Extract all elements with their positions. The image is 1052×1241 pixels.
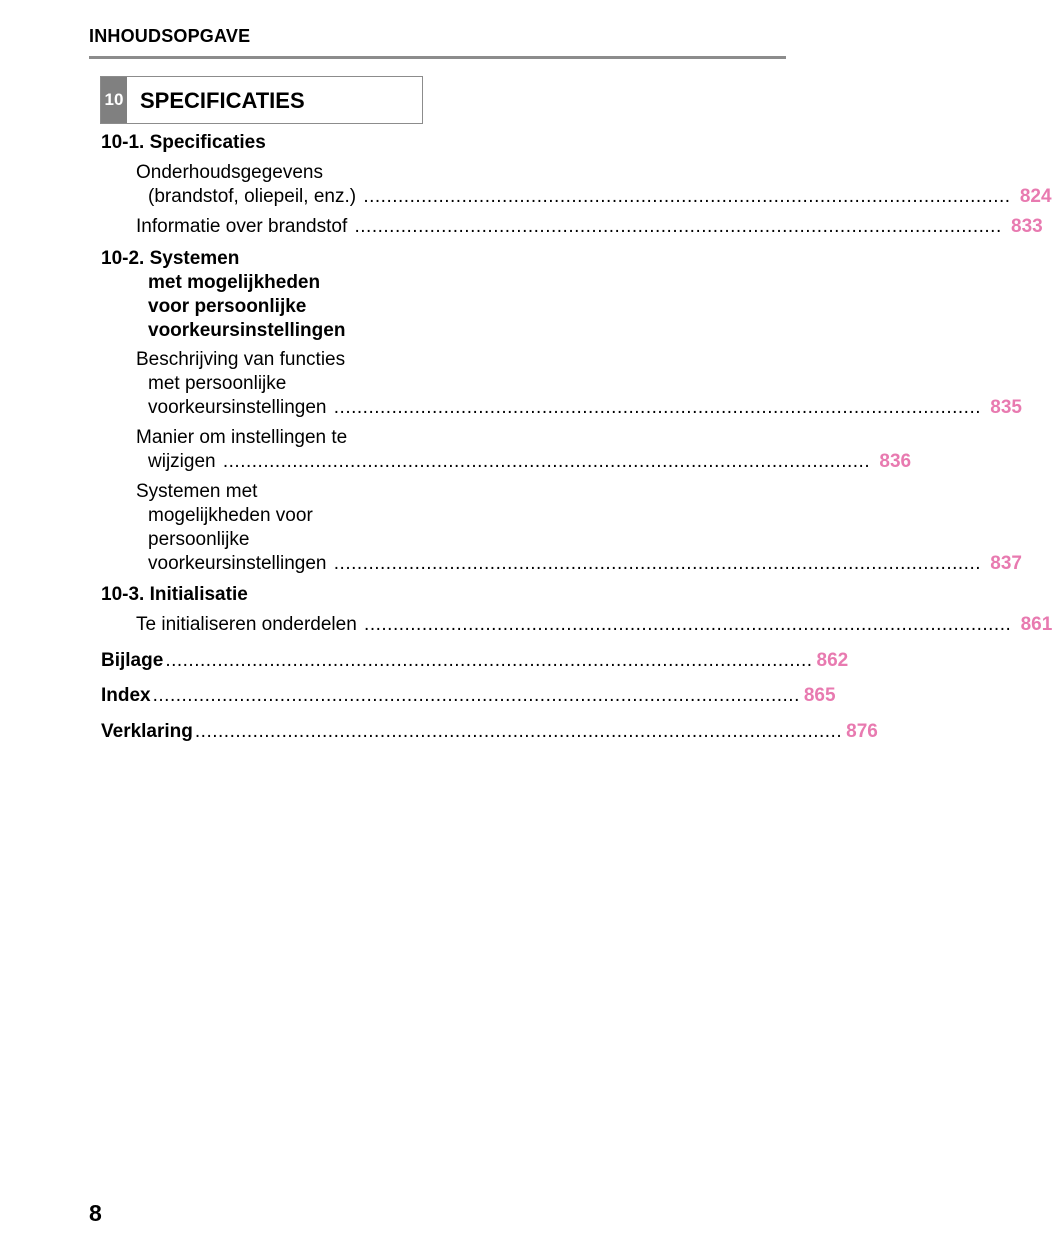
- toc-entry-line: voorkeursinstellingen: [148, 397, 327, 418]
- dot-leader: [153, 684, 800, 708]
- header-divider: [89, 56, 786, 59]
- toc-entry-systemen-met-mogelijkheden[interactable]: [136, 480, 1022, 576]
- toc-entry-te-initialiseren-onderdelen[interactable]: [136, 613, 1052, 637]
- chapter-number-tab: 10: [101, 77, 127, 123]
- section-heading-10-3[interactable]: [101, 583, 423, 607]
- section-heading-line: met mogelijkheden: [148, 272, 321, 293]
- dot-leader: [355, 216, 1002, 237]
- toc-entry-index[interactable]: [101, 684, 836, 708]
- toc-entry-bijlage[interactable]: [101, 649, 849, 673]
- toc-entry-instellingen-wijzigen[interactable]: [136, 426, 912, 474]
- dot-leader: [334, 397, 981, 418]
- page-link[interactable]: 862: [816, 650, 849, 671]
- toc-entry-line: wijzigen: [148, 451, 216, 472]
- running-header: INHOUDSOPGAVE: [89, 26, 251, 46]
- toc-entry-line: persoonlijke: [148, 529, 250, 550]
- section-heading-line: voor persoonlijke: [148, 296, 307, 317]
- toc-entry-label: Verklaring: [101, 721, 193, 742]
- section-heading-line: 10-2. Systemen: [101, 248, 240, 269]
- dot-leader: [363, 186, 1010, 207]
- toc-entry-label: Index: [101, 685, 151, 706]
- toc-entry-verklaring[interactable]: [101, 720, 878, 744]
- page-link[interactable]: 836: [879, 451, 912, 472]
- page-link[interactable]: 824: [1019, 186, 1052, 207]
- page-link[interactable]: 833: [1011, 216, 1043, 237]
- toc-entry-line: voorkeursinstellingen: [148, 553, 327, 574]
- toc-entry-line: mogelijkheden voor: [148, 505, 313, 526]
- section-heading-line: 10-3. Initialisatie: [101, 584, 248, 605]
- toc-entry-label: Bijlage: [101, 650, 164, 671]
- page-number: 8: [89, 1200, 102, 1226]
- chapter-title: SPECIFICATIES: [140, 88, 305, 113]
- section-heading-line: 10-1. Specificaties: [101, 132, 266, 153]
- toc-entry-line: Systemen met: [136, 481, 258, 502]
- toc-entry-line: Informatie over brandstof: [136, 216, 348, 237]
- dot-leader: [364, 614, 1011, 635]
- toc-entry-informatie-brandstof[interactable]: [136, 215, 1043, 239]
- page-link[interactable]: 835: [990, 397, 1022, 418]
- toc-entry-onderhoudsgegevens[interactable]: [136, 161, 1052, 209]
- dot-leader: [165, 649, 812, 673]
- toc-entry-line: met persoonlijke: [148, 373, 287, 394]
- page-link[interactable]: 876: [846, 721, 878, 742]
- section-heading-10-2[interactable]: [101, 247, 423, 343]
- dot-leader: [195, 720, 842, 744]
- dot-leader: [223, 451, 870, 472]
- toc-entry-line: Onderhoudsgegevens: [136, 162, 323, 183]
- toc-entry-line: Manier om instellingen te: [136, 427, 348, 448]
- section-heading-line: voorkeursinstellingen: [148, 320, 346, 341]
- page-link[interactable]: 861: [1020, 614, 1052, 635]
- toc-entry-line: Beschrijving van functies: [136, 349, 346, 370]
- toc-entry-line: (brandstof, oliepeil, enz.): [148, 186, 357, 207]
- dot-leader: [334, 553, 981, 574]
- toc-entry-beschrijving-functies[interactable]: [136, 348, 1022, 420]
- chapter-heading-box: [100, 76, 423, 124]
- section-heading-10-1[interactable]: [101, 131, 423, 155]
- toc-entry-line: Te initialiseren onderdelen: [136, 614, 357, 635]
- page-link[interactable]: 865: [803, 685, 836, 706]
- page-link[interactable]: 837: [990, 553, 1022, 574]
